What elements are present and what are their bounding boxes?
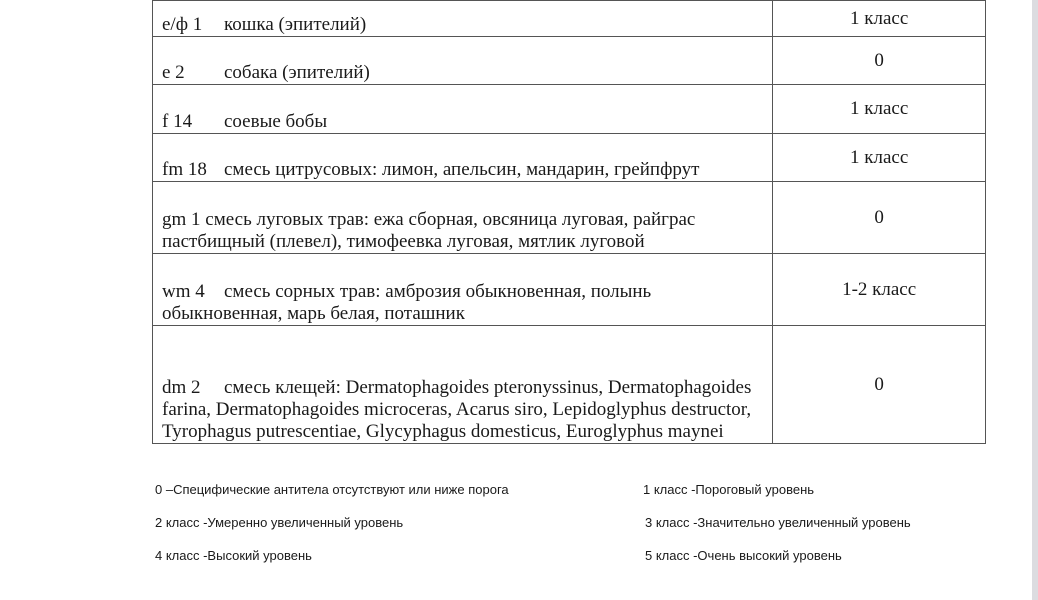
allergen-cell (153, 326, 773, 444)
allergen-code: gm 1 (162, 209, 201, 230)
legend-class-3: 3 класс -Значительно увеличенный уровень (645, 515, 911, 530)
legend-class-2: 2 класс -Умеренно увеличенный уровень (155, 515, 404, 530)
table-row (153, 134, 986, 182)
allergen-description: собака (эпителий) (224, 62, 370, 83)
table-row (153, 1, 986, 37)
table-row (153, 254, 986, 326)
allergen-code: е/ф 1 (162, 14, 203, 35)
allergen-description: смесь сорных трав: амброзия обыкновенная, полынь обыкновенная, марь белая, поташник (162, 281, 652, 324)
allergen-cell (153, 37, 773, 85)
result-cell: 1 класс (773, 1, 986, 37)
result-cell: 1 класс (773, 85, 986, 134)
legend-class-4: 4 класс -Высокий уровень (155, 548, 312, 563)
result-cell: 0 (773, 326, 986, 444)
allergen-code: wm 4 (162, 281, 205, 302)
allergen-description: смесь клещей: Dermatophagoides pteronyssinus, Dermatophagoides farina, Dermatophagoides microceras, Acarus siro, Lepidoglyphus destructor, Tyrophagus putrescentiae, Glycyphagus domesticus, Euroglyphus maynei (162, 377, 752, 442)
allergen-cell (153, 134, 773, 182)
allergen-cell (153, 254, 773, 326)
table-row (153, 182, 986, 254)
result-cell: 1 класс (773, 134, 986, 182)
allergen-description: кошка (эпителий) (224, 14, 367, 35)
result-cell: 1-2 класс (773, 254, 986, 326)
legend-class-1: 1 класс -Пороговый уровень (643, 482, 815, 497)
page-edge (1032, 0, 1038, 600)
legend-class-5: 5 класс -Очень высокий уровень (645, 548, 842, 563)
result-cell: 0 (773, 182, 986, 254)
allergen-cell (153, 1, 773, 37)
allergen-code: dm 2 (162, 377, 201, 398)
allergen-cell (153, 85, 773, 134)
table-row (153, 326, 986, 444)
table-row (153, 85, 986, 134)
allergen-description: соевые бобы (224, 111, 328, 132)
allergen-description: смесь цитрусовых: лимон, апельсин, мандарин, грейпфрут (224, 159, 700, 180)
allergen-cell (153, 182, 773, 254)
allergen-results-table (152, 0, 986, 444)
allergen-code: е 2 (162, 62, 185, 83)
legend-class-0: 0 –Специфические антитела отсутствуют или ниже порога (155, 482, 509, 497)
allergen-code: f 14 (162, 111, 193, 132)
allergen-code: fm 18 (162, 159, 207, 180)
result-cell: 0 (773, 37, 986, 85)
allergen-description: смесь луговых трав: ежа сборная, овсяница луговая, райграс пастбищный (плевел), тимофеевка луговая, мятлик луговой (162, 209, 696, 252)
table-row (153, 37, 986, 85)
